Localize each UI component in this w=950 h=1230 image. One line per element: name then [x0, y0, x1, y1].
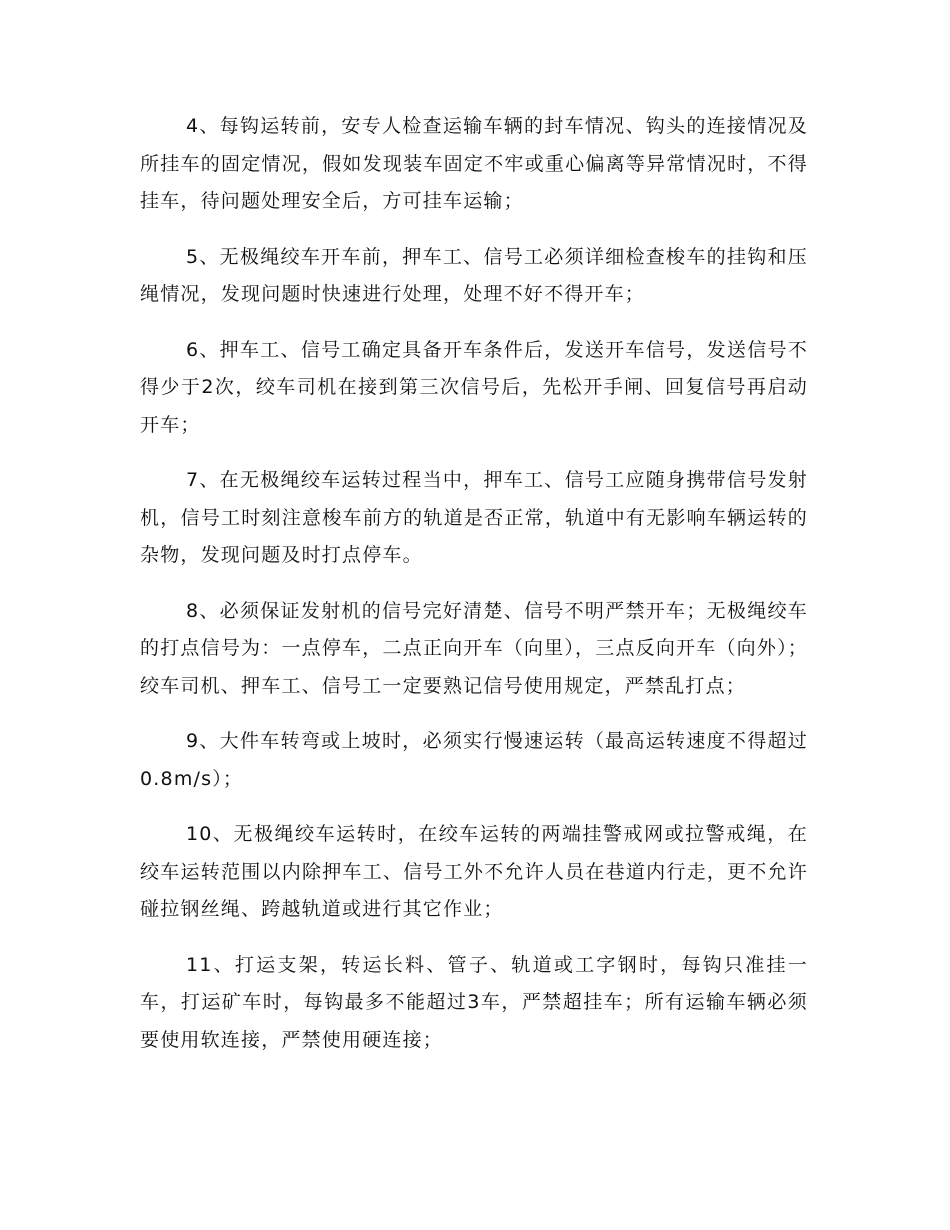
- paragraph-item-9: 9、大件车转弯或上坡时，必须实行慢速运转（最高运转速度不得超过0.8m/s）；: [140, 730, 808, 790]
- paragraph-item-4: 4、每钩运转前，安专人检查运输车辆的封车情况、钩头的连接情况及所挂车的固定情况，假如发现装车固定不牢或重心偏离等异常情况时，不得挂车，待问题处理安全后，方可挂车运输；: [140, 115, 808, 212]
- document-body: [140, 108, 808, 1077]
- paragraph-item-10: 10、无极绳绞车运转时，在绞车运转的两端挂警戒网或拉警戒绳，在绞车运转范围以内除押车工、信号工外不允许人员在巷道内行走，更不允许碰拉钢丝绳、跨越轨道或进行其它作业；: [140, 823, 808, 920]
- paragraph-item-7: 7、在无极绳绞车运转过程当中，押车工、信号工应随身携带信号发射机，信号工时刻注意梭车前方的轨道是否正常，轨道中有无影响车辆运转的杂物，发现问题及时打点停车。: [140, 469, 808, 566]
- paragraph-item-11: 11、打运支架，转运长料、管子、轨道或工字钢时，每钩只准挂一车，打运矿车时，每钩最多不能超过3车，严禁超挂车；所有运输车辆必须要使用软连接，严禁使用硬连接；: [140, 953, 808, 1051]
- paragraph-item-6: 6、押车工、信号工确定具备开车条件后，发送开车信号，发送信号不得少于2次，绞车司机在接到第三次信号后，先松开手闸、回复信号再启动开车；: [140, 338, 808, 436]
- paragraph-item-5: 5、无极绳绞车开车前，押车工、信号工必须详细检查梭车的挂钩和压绳情况，发现问题时快速进行处理，处理不好不得开车；: [140, 245, 808, 305]
- paragraph-item-8: 8、必须保证发射机的信号完好清楚、信号不明严禁开车；无极绳绞车的打点信号为：一点停车，二点正向开车（向里），三点反向开车（向外）；绞车司机、押车工、信号工一定要熟记信号使用规定，严禁乱打点；: [140, 599, 808, 697]
